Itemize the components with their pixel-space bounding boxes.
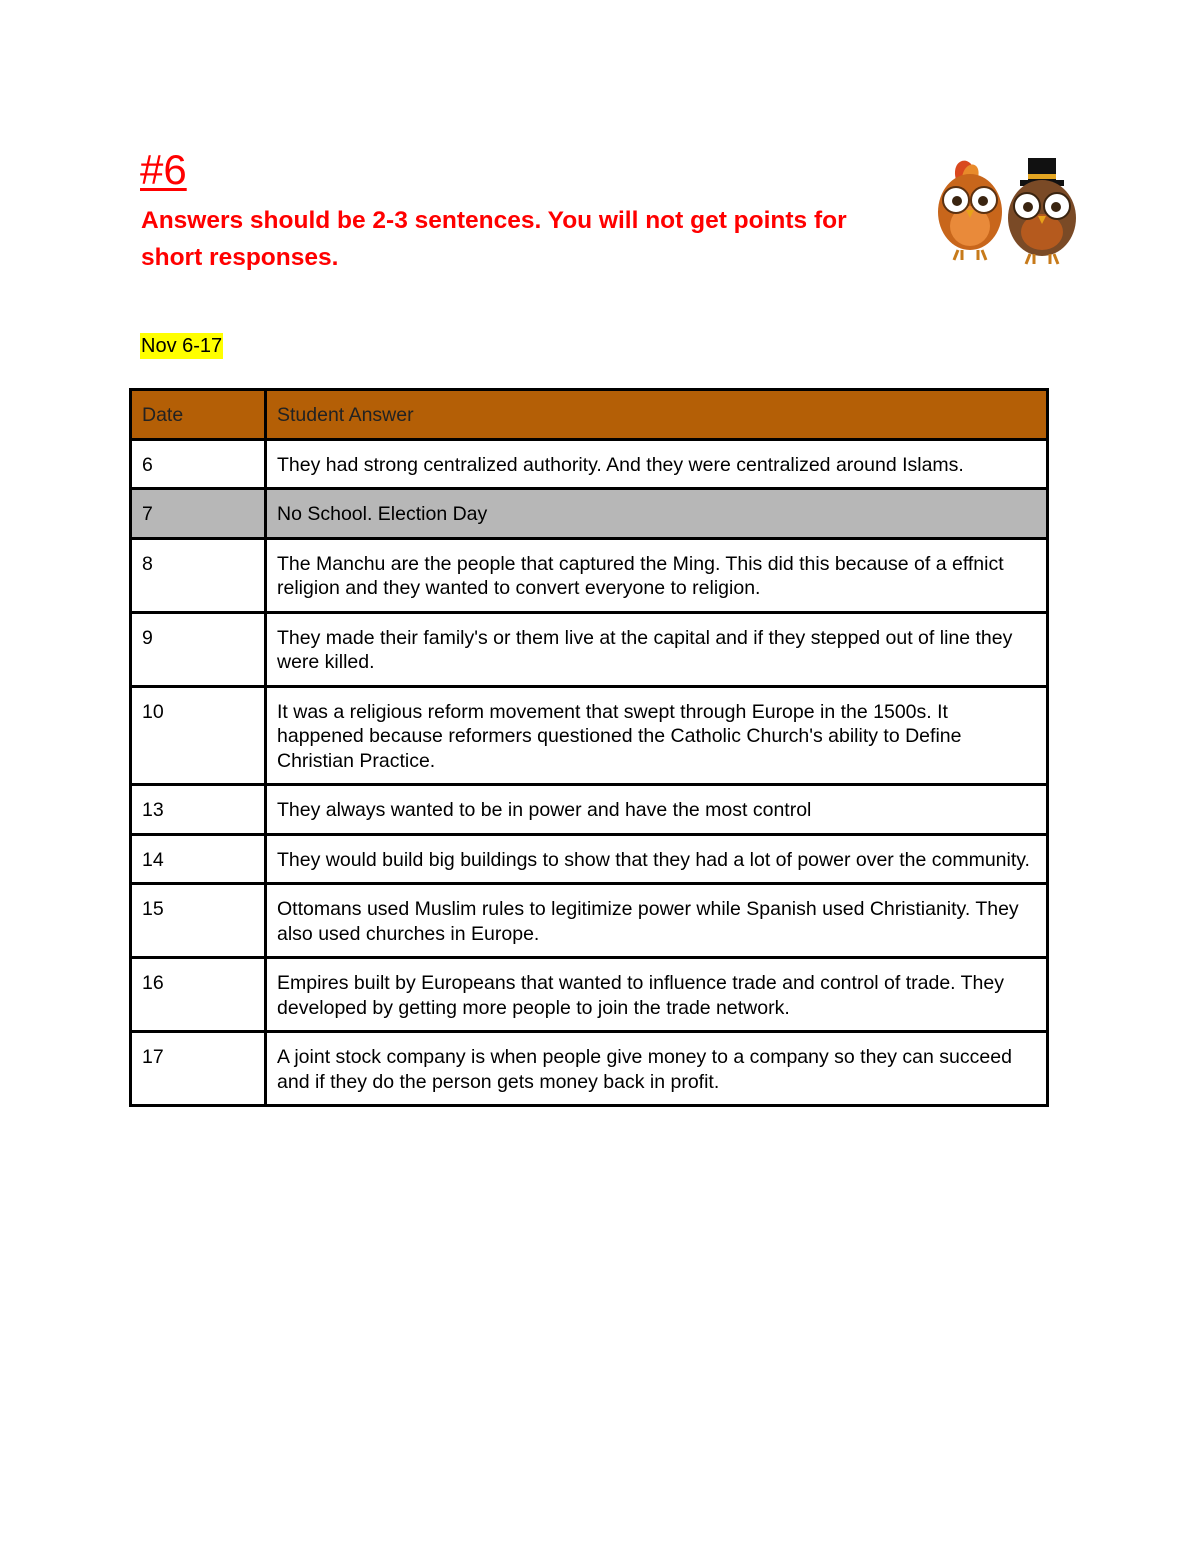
answer-cell: It was a religious reform movement that swept through Europe in the 1500s. It happened because reformers questioned the Catholic Church's ability to Define Christian Practice.	[266, 686, 1048, 785]
right-owl-icon	[1008, 158, 1076, 264]
date-cell: 14	[131, 834, 266, 884]
table-row-no-school	[131, 489, 1048, 539]
answer-cell: No School. Election Day	[266, 489, 1048, 539]
answer-cell: They always wanted to be in power and have the most control	[266, 785, 1048, 835]
table-row	[131, 884, 1048, 958]
date-cell: 13	[131, 785, 266, 835]
answer-cell: Empires built by Europeans that wanted to influence trade and control of trade. They developed by getting more people to join the trade network.	[266, 958, 1048, 1032]
date-cell: 6	[131, 439, 266, 489]
table-row	[131, 958, 1048, 1032]
table-row	[131, 1032, 1048, 1106]
left-owl-icon	[938, 161, 1002, 260]
date-cell: 7	[131, 489, 266, 539]
date-column-header: Date	[131, 390, 266, 440]
table-row	[131, 785, 1048, 835]
date-cell: 15	[131, 884, 266, 958]
answers-table	[129, 388, 1049, 1107]
table-row	[131, 686, 1048, 785]
table-row	[131, 439, 1048, 489]
page-title: #6	[140, 146, 187, 193]
answer-cell: They would build big buildings to show that they had a lot of power over the community.	[266, 834, 1048, 884]
instructions-text: Answers should be 2-3 sentences. You will not get points for short responses.	[141, 207, 847, 271]
date-range-label: Nov 6-17	[141, 335, 223, 357]
table-header-row	[131, 390, 1048, 440]
answer-cell: A joint stock company is when people give money to a company so they can succeed and if they do the person gets money back in profit.	[266, 1032, 1048, 1106]
thanksgiving-owls-icon	[930, 150, 1090, 275]
date-cell: 17	[131, 1032, 266, 1106]
answer-column-header: Student Answer	[266, 390, 1048, 440]
date-cell: 10	[131, 686, 266, 785]
table-row	[131, 612, 1048, 686]
table-row	[131, 538, 1048, 612]
table-row	[131, 834, 1048, 884]
answer-cell: They had strong centralized authority. And they were centralized around Islams.	[266, 439, 1048, 489]
answer-cell: The Manchu are the people that captured the Ming. This did this because of a effnict religion and they wanted to convert everyone to religion.	[266, 538, 1048, 612]
date-cell: 8	[131, 538, 266, 612]
date-cell: 16	[131, 958, 266, 1032]
answer-cell: Ottomans used Muslim rules to legitimize power while Spanish used Christianity. They also used churches in Europe.	[266, 884, 1048, 958]
answer-cell: They made their family's or them live at the capital and if they stepped out of line they were killed.	[266, 612, 1048, 686]
date-cell: 9	[131, 612, 266, 686]
